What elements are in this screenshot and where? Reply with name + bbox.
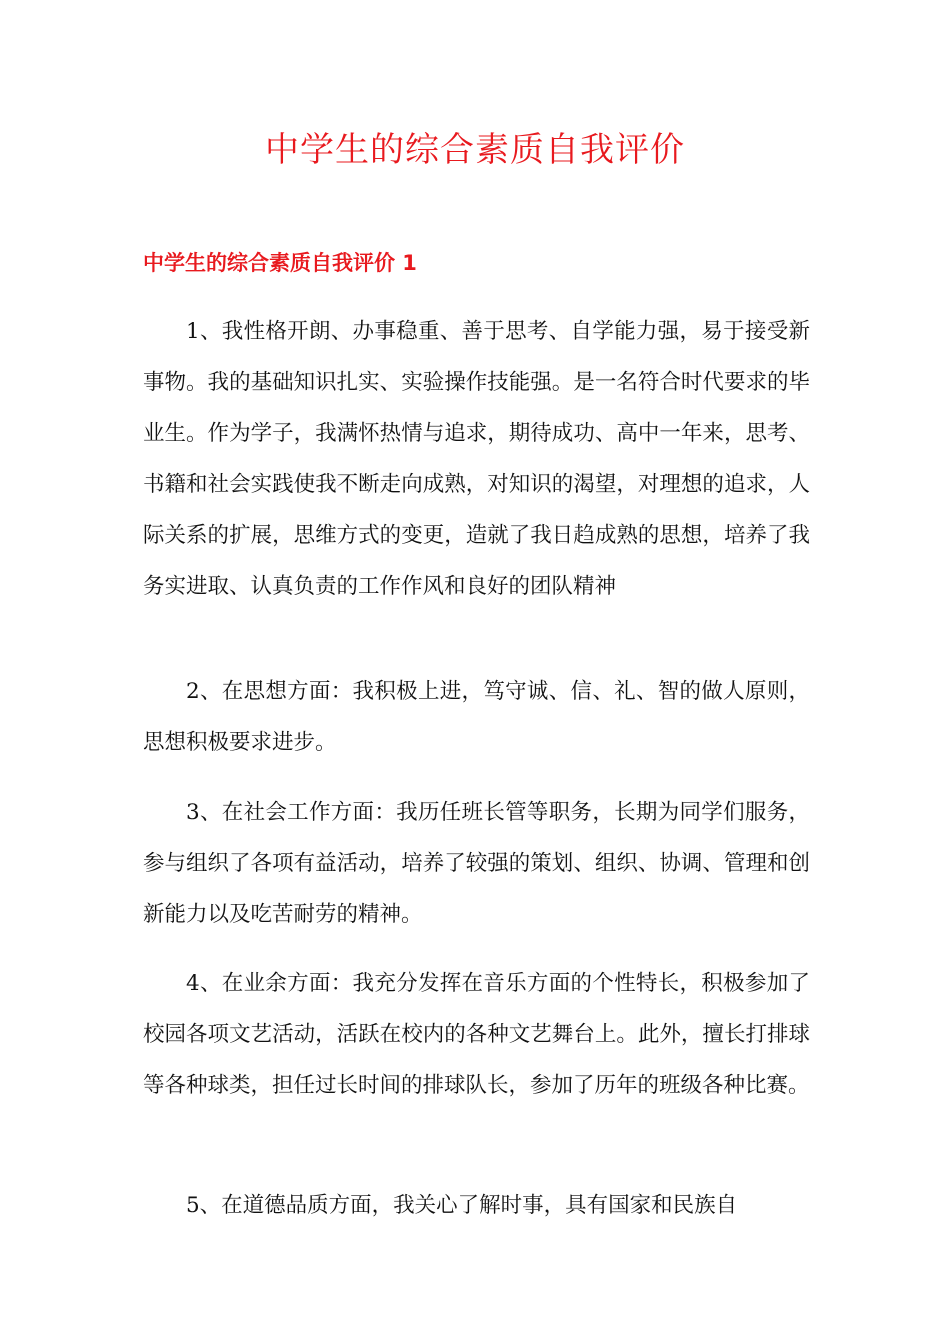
section-heading: 中学生的综合素质自我评价 1: [143, 251, 417, 275]
paragraph-4: 4、在业余方面：我充分发挥在音乐方面的个性特长，积极参加了校园各项文艺活动，活跃在校内的各种文艺舞台上。此外，擅长打排球等各种球类，担任过长时间的排球队长，参加了历年的班级各种比赛。: [143, 971, 810, 1098]
paragraph-3: 3、在社会工作方面：我历任班长管等职务，长期为同学们服务，参与组织了各项有益活动，培养了较强的策划、组织、协调、管理和创新能力以及吃苦耐劳的精神。: [143, 800, 810, 927]
paragraph-1: 1、我性格开朗、办事稳重、善于思考、自学能力强，易于接受新事物。我的基础知识扎实、实验操作技能强。是一名符合时代要求的毕业生。作为学子，我满怀热情与追求，期待成功、高中一年来，思考、书籍和社会实践使我不断走向成熟，对知识的渴望，对理想的追求，人际关系的扩展，思维方式的变更，造就了我日趋成熟的思想，培养了我务实进取、认真负责的工作作风和良好的团队精神: [143, 319, 810, 599]
document-title: 中学生的综合素质自我评价: [265, 130, 685, 170]
paragraph-2: 2、在思想方面：我积极上进，笃守诚、信、礼、智的做人原则，思想积极要求进步。: [143, 679, 810, 755]
paragraph-5: 5、在道德品质方面，我关心了解时事，具有国家和民族自: [186, 1193, 738, 1218]
